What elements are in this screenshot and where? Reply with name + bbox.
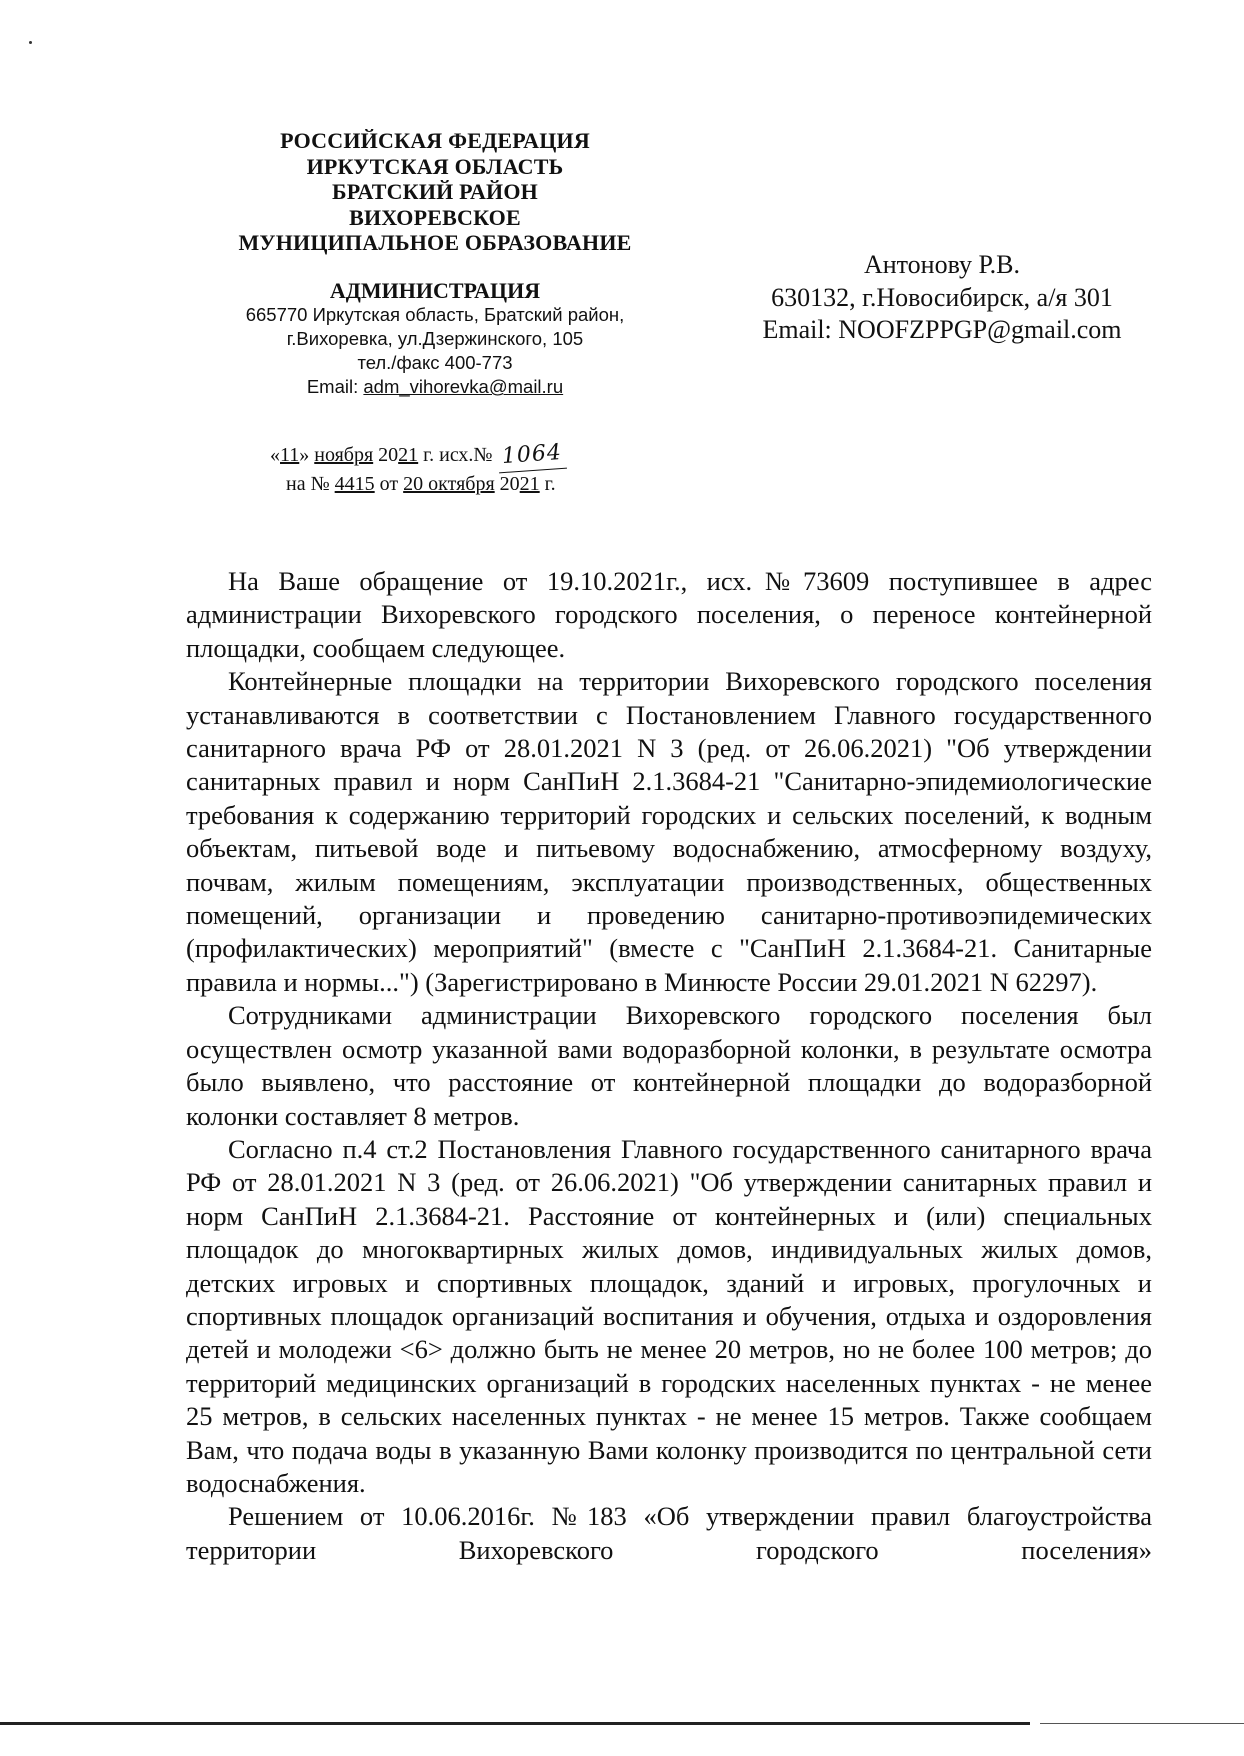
quote-open: «	[270, 444, 280, 466]
ref-year-prefix: 20	[494, 472, 520, 495]
letterhead-admin: АДМИНИСТРАЦИЯ	[329, 277, 541, 303]
letterhead-country: РОССИЙСКАЯ ФЕДЕРАЦИЯ	[280, 128, 590, 153]
body-paragraph-4: Согласно п.4 ст.2 Постановления Главного государственного санитарного врача РФ от 28.01.2021 N 3 (ред. от 26.06.2021) "Об утверждении санитарных правил и норм СанПиН 2.1.3684-21. Расстояние от контейнерных и (или) специальных площадок до многоквартирных жилых домов, индивидуальных жилых домов, детских игровых и спортивных площадок, зданий и игровых, прогулочных и спортивных площадок организаций воспитания и обучения, отдыха и оздоровления детей и молодежи <6> должно быть не менее 20 метров, но не более 100 метров; до территорий медицинских организаций в городских населенных пунктах - не менее 25 метров, в сельских населенных пунктах - не менее 15 метров. Также сообщаем Вам, что подача воды в указанную Вами колонку производится по центральной сети водоснабжения.	[186, 1133, 1152, 1498]
recipient-block	[712, 249, 1172, 347]
recipient-address: 630132, г.Новосибирск, а/я 301	[771, 282, 1113, 312]
recipient-name: Антонову Р.В.	[863, 250, 1021, 279]
letterhead-email[interactable]: adm_vihorevka@mail.ru	[363, 376, 564, 398]
letterhead-region: ИРКУТСКАЯ ОБЛАСТЬ	[306, 153, 564, 179]
letterhead-district: БРАТСКИЙ РАЙОН	[331, 179, 538, 205]
recipient-email: Email: NOOFZPPGP@gmail.com	[762, 315, 1122, 344]
scan-speck	[29, 41, 32, 44]
outgoing-month: ноября	[314, 444, 374, 466]
ref-tail: г.	[539, 472, 556, 495]
outgoing-number-handwritten: 1064	[497, 439, 567, 473]
letterhead-email-label: Email:	[306, 376, 364, 398]
outgoing-line	[270, 441, 690, 471]
letterhead-address-2: г.Вихоревка, ул.Дзержинского, 105	[286, 328, 584, 350]
outgoing-year-suffix: 21	[398, 444, 419, 466]
outgoing-day: 11	[280, 444, 300, 466]
body-paragraph-3: Сотрудниками администрации Вихоревского городского поселения был осуществлен осмотр указанной вами водоразборной колонки, в результате осмотра было выявлено, что расстояние от контейнерной площадки до водоразборной колонки составляет 8 метров.	[186, 1000, 1152, 1131]
body-paragraph-1: На Ваше обращение от 19.10.2021г., исх.№73609 поступившее в адрес администрации Вихоревского городского поселения, о переносе контейнерной площадки, сообщаем следующее.	[186, 566, 1152, 663]
ref-year-suffix: 21	[519, 472, 540, 495]
body-paragraph-5: Решением от 10.06.2016г. №183 «Об утверждении правил благоустройства территории Вихоревского городского поселения»	[186, 1501, 1152, 1565]
outgoing-year-prefix: 20	[378, 444, 399, 466]
body-paragraph-2: Контейнерные площадки на территории Вихоревского городского поселения устанавливаются в соответствии с Постановлением Главного государственного санитарного врача РФ от 28.01.2021 N 3 (ред. от 26.06.2021) "Об утверждении санитарных правил и норм СанПиН 2.1.3684-21 "Санитарно-эпидемиологические требования к содержанию территорий городских и сельских поселений, к водным объектам, питьевой воде и питьевому водоснабжению, атмосферному воздуху, почвам, жилым помещениям, эксплуатации производственных, общественных помещений, организации и проведению санитарно-противоэпидемических (профилактических) мероприятий" (вместе с "СанПиН 2.1.3684-21. Санитарные правила и нормы...") (Зарегистрировано в Минюсте России 29.01.2021 N 62297).	[186, 666, 1152, 997]
reference-line	[270, 471, 690, 497]
letterhead-formation: МУНИЦИПАЛЬНОЕ ОБРАЗОВАНИЕ	[238, 230, 632, 256]
letterhead	[215, 128, 655, 399]
scan-edge-line	[0, 1722, 1030, 1725]
ref-prefix: на №	[286, 472, 335, 495]
letterhead-email-line	[215, 375, 655, 399]
letterhead-municipality: ВИХОРЕВСКОЕ	[349, 204, 521, 230]
letter-body	[186, 565, 1152, 1567]
ref-number: 4415	[334, 472, 375, 495]
outgoing-year-tail: г. исх.№	[418, 444, 498, 466]
quote-close: »	[299, 444, 310, 466]
ref-from: от	[374, 472, 404, 495]
letterhead-address-1: 665770 Иркутская область, Братский район,	[245, 304, 625, 326]
scan-edge-line-faint	[1040, 1723, 1244, 1724]
outgoing-reference	[270, 441, 690, 497]
letterhead-phone: тел./факс 400-773	[357, 352, 513, 374]
ref-date: 20 октября	[403, 472, 495, 495]
